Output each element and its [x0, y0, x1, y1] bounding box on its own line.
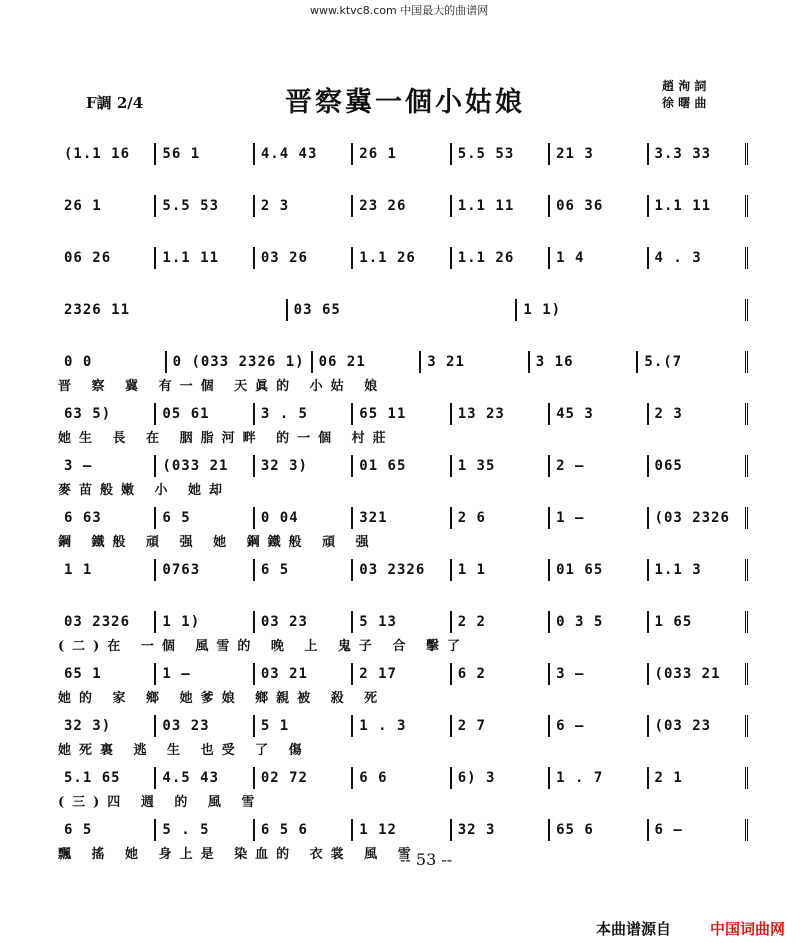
measure: 1 35: [452, 455, 550, 477]
measure: 0 04: [255, 507, 353, 529]
lyrics-line: 鋼 鐵般 頑 强 她 鋼鐵般 頑 强: [58, 535, 377, 550]
measure: 4 . 3: [649, 247, 748, 269]
measure: 3 —: [58, 455, 156, 477]
measure: 2326 11: [58, 299, 288, 321]
measure: 1.1 11: [649, 195, 748, 217]
measure: 321: [353, 507, 451, 529]
measure: 32 3): [255, 455, 353, 477]
measure: 3.3 33: [649, 143, 748, 165]
lyricist-credit: 趙 洵 詞: [662, 79, 707, 93]
measure: 6 6: [353, 767, 451, 789]
score-row: [58, 603, 748, 633]
measure: 2 1: [649, 767, 748, 789]
measure: 0763: [156, 559, 254, 581]
measure: 1.1 11: [156, 247, 254, 269]
measure: 1 65: [649, 611, 748, 633]
measure: 56 1: [156, 143, 254, 165]
lyrics-line: (三)四 週 的 風 雪: [58, 795, 263, 810]
measure: 1.1 11: [452, 195, 550, 217]
measure: 3 —: [550, 663, 648, 685]
measure: 6) 3: [452, 767, 550, 789]
measure: 5 . 5: [156, 819, 254, 841]
score-row: [58, 759, 748, 789]
measure: 63 5): [58, 403, 156, 425]
measure: 6 5: [156, 507, 254, 529]
measure: 03 2326: [58, 611, 156, 633]
header-url: www.ktvc8.com 中国最大的曲谱网: [310, 4, 489, 17]
measure: 1 1: [58, 559, 156, 581]
measure: 3 21: [421, 351, 530, 373]
measure: 1 —: [156, 663, 254, 685]
score-row: [58, 447, 748, 477]
measure: 1.1 3: [649, 559, 748, 581]
score-row: [58, 395, 748, 425]
measure: 1 1): [517, 299, 748, 321]
measure: 0 0: [58, 351, 167, 373]
measure: 6 —: [550, 715, 648, 737]
measure: 4.4 43: [255, 143, 353, 165]
measure: 5.(7: [638, 351, 748, 373]
measure: (03 2326: [649, 507, 748, 529]
measure: 2 2: [452, 611, 550, 633]
score-row: [58, 707, 748, 737]
score-row: [58, 187, 748, 217]
measure: 1 . 3: [353, 715, 451, 737]
measure: 13 23: [452, 403, 550, 425]
measure: 6 5 6: [255, 819, 353, 841]
footer-source-label: 本曲谱源自: [596, 920, 672, 938]
composer-credit: 徐 曙 曲: [662, 96, 707, 110]
score-row: [58, 551, 748, 581]
measure: 2 17: [353, 663, 451, 685]
measure: 23 26: [353, 195, 451, 217]
measure: 65 11: [353, 403, 451, 425]
measure: 65 1: [58, 663, 156, 685]
measure: 1 1: [452, 559, 550, 581]
measure: 5 13: [353, 611, 451, 633]
measure: 1 12: [353, 819, 451, 841]
key-signature: F調 2/4: [86, 94, 144, 112]
measure: 1 4: [550, 247, 648, 269]
measure: 5 1: [255, 715, 353, 737]
measure: 5.1 65: [58, 767, 156, 789]
measure: 1 . 7: [550, 767, 648, 789]
measure: 0 (033 2326 1): [167, 351, 313, 373]
measure: 03 65: [288, 299, 518, 321]
lyrics-line: 飄 搖 她 身上是 染血的 衣裳 風 雪: [58, 847, 419, 862]
measure: 32 3): [58, 715, 156, 737]
lyrics-line: 她生 長 在 胭脂河畔 的一個 村莊: [58, 431, 394, 446]
page-number: -- 53 --: [400, 850, 453, 869]
lyrics-line: 她死裏 逃 生 也受 了 傷: [58, 743, 310, 758]
measure: 1 1): [156, 611, 254, 633]
measure: 3 . 5: [255, 403, 353, 425]
measure: 5.5 53: [452, 143, 550, 165]
measure: 6 2: [452, 663, 550, 685]
measure: 2 3: [255, 195, 353, 217]
measure: 2 7: [452, 715, 550, 737]
measure: (033 21: [649, 663, 748, 685]
measure: 03 2326: [353, 559, 451, 581]
measure: 05 61: [156, 403, 254, 425]
score-row: [58, 343, 748, 373]
lyrics-line: 麥苗般嫩 小 她却: [58, 483, 231, 498]
measure: 3 16: [530, 351, 639, 373]
measure: 1 —: [550, 507, 648, 529]
measure: 06 21: [313, 351, 422, 373]
measure: 32 3: [452, 819, 550, 841]
lyrics-line: 晋 察 冀 有一個 天眞的 小姑 娘: [58, 379, 386, 394]
measure: 03 23: [156, 715, 254, 737]
measure: 1.1 26: [452, 247, 550, 269]
measure: (033 21: [156, 455, 254, 477]
measure: 65 6: [550, 819, 648, 841]
measure: (1.1 16: [58, 143, 156, 165]
score-row: [58, 239, 748, 269]
measure: 06 36: [550, 195, 648, 217]
song-title: 晋察冀一個小姑娘: [285, 87, 525, 118]
measure: 21 3: [550, 143, 648, 165]
score-row: [58, 655, 748, 685]
credits: [662, 78, 706, 112]
lyrics-line: 她的 家 鄉 她爹娘 鄉親被 殺 死: [58, 691, 386, 706]
measure: 03 26: [255, 247, 353, 269]
measure: 01 65: [353, 455, 451, 477]
measure: 4.5 43: [156, 767, 254, 789]
score-row: [58, 811, 748, 841]
measure: 1.1 26: [353, 247, 451, 269]
measure: 0 3 5: [550, 611, 648, 633]
measure: 2 —: [550, 455, 648, 477]
score-row: [58, 291, 748, 321]
measure: 26 1: [353, 143, 451, 165]
measure: 6 —: [649, 819, 748, 841]
measure: 02 72: [255, 767, 353, 789]
measure: 6 5: [58, 819, 156, 841]
footer-site-name: 中国词曲网: [710, 920, 786, 938]
measure: 2 3: [649, 403, 748, 425]
measure: 065: [649, 455, 748, 477]
score-row: [58, 135, 748, 165]
measure: 6 5: [255, 559, 353, 581]
measure: 26 1: [58, 195, 156, 217]
measure: 2 6: [452, 507, 550, 529]
measure: 03 23: [255, 611, 353, 633]
measure: 6 63: [58, 507, 156, 529]
measure: 03 21: [255, 663, 353, 685]
lyrics-line: (二)在 一個 風雪的 晚 上 鬼子 合 擊了: [58, 639, 468, 654]
measure: 45 3: [550, 403, 648, 425]
measure: 5.5 53: [156, 195, 254, 217]
measure: (03 23: [649, 715, 748, 737]
measure: 01 65: [550, 559, 648, 581]
score-row: [58, 499, 748, 529]
measure: 06 26: [58, 247, 156, 269]
